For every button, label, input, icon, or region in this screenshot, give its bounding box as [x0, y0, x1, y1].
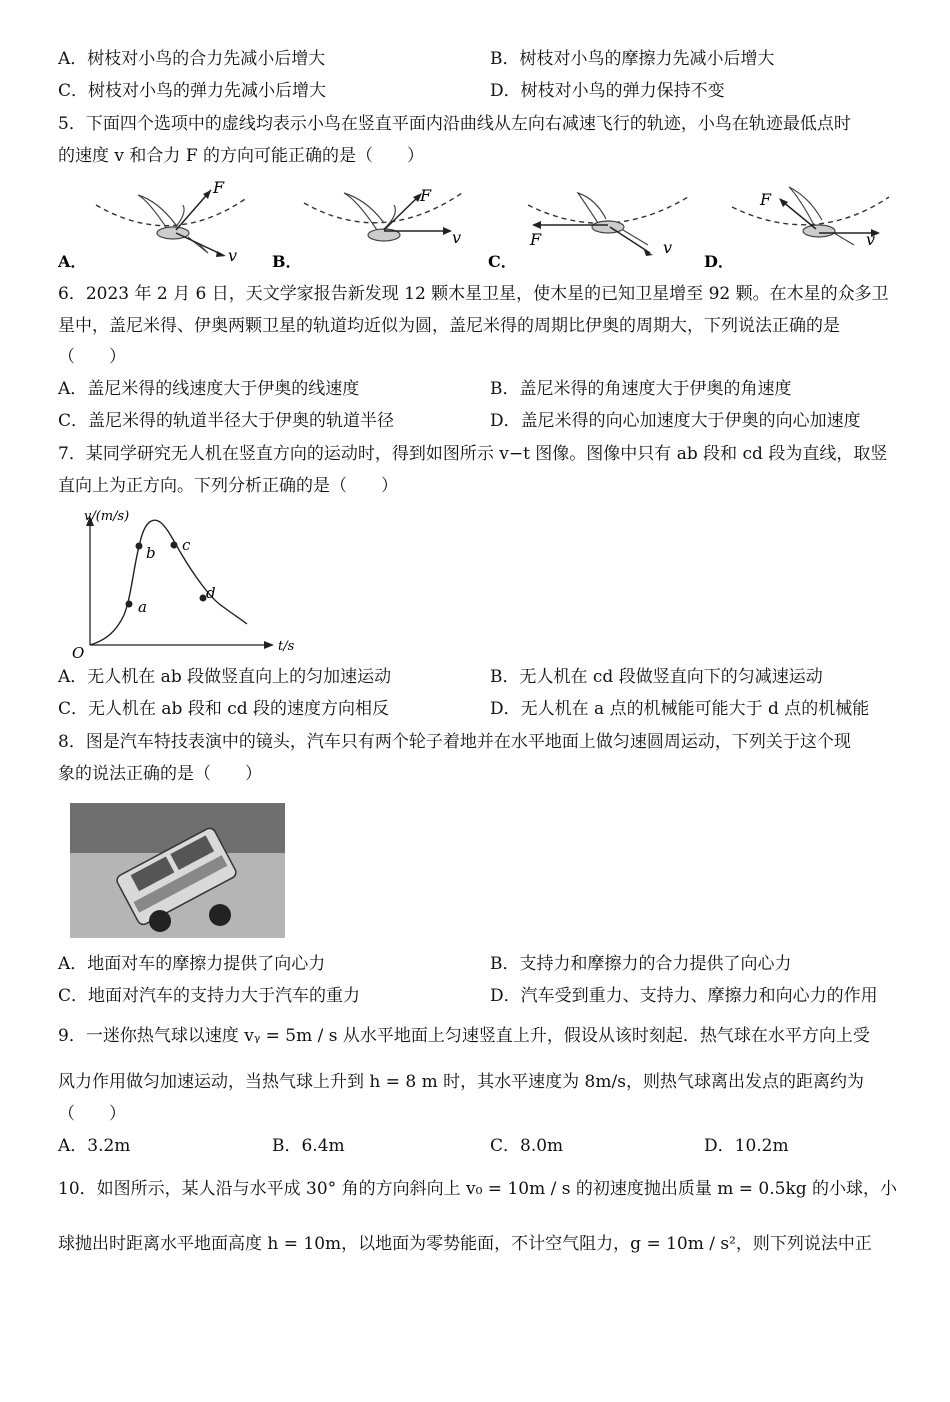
arrowhead-icon — [443, 227, 452, 235]
q6-option-a: A．盖尼米得的线速度大于伊奥的线速度 — [58, 379, 360, 399]
q5-stem-line1: 5．下面四个选项中的虚线均表示小鸟在竖直平面内沿曲线从左向右减速飞行的轨迹，小鸟在轨迹最低点时 — [58, 114, 851, 134]
wheel-icon — [149, 910, 171, 932]
trajectory-dashed — [528, 197, 688, 223]
point-d-label: d — [206, 584, 216, 602]
bird-icon — [344, 193, 400, 241]
q4-option-a: A．树枝对小鸟的合力先减小后增大 — [58, 49, 326, 69]
q9-option-a: A．3.2m — [58, 1136, 131, 1156]
q8-option-d: D．汽车受到重力、支持力、摩擦力和向心力的作用 — [490, 986, 878, 1006]
q8-option-b: B．支持力和摩擦力的合力提供了向心力 — [490, 954, 792, 974]
q9-option-c: C．8.0m — [490, 1136, 564, 1156]
force-arrow — [782, 201, 816, 229]
q8-stem-line2: 象的说法正确的是（ ） — [58, 764, 262, 784]
point-c — [171, 542, 178, 549]
q4-option-d: D．树枝对小鸟的弹力保持不变 — [490, 81, 725, 101]
q6-stem-line2: 星中，盖尼米得、伊奥两颗卫星的轨道均近似为圆，盖尼米得的周期比伊奥的周期大，下列说法正确的是 — [58, 316, 840, 336]
q6-option-c: C．盖尼米得的轨道半径大于伊奥的轨道半径 — [58, 411, 395, 431]
q5-figure-a — [58, 175, 258, 270]
point-a-label: a — [138, 598, 147, 616]
q8-option-a: A．地面对车的摩擦力提供了向心力 — [58, 954, 326, 974]
force-label: F — [213, 178, 225, 197]
q9-option-d: D．10.2m — [704, 1136, 789, 1156]
arrowhead-icon — [532, 221, 541, 229]
velocity-label: v — [452, 228, 462, 247]
origin-label: O — [72, 644, 85, 660]
q6-option-d: D．盖尼米得的向心加速度大于伊奥的向心加速度 — [490, 411, 861, 431]
q5-stem-line2: 的速度 v 和合力 F 的方向可能正确的是（ ） — [58, 146, 425, 166]
vt-curve — [90, 520, 247, 645]
q9-stem-line2: 风力作用做匀加速运动，当热气球上升到 h = 8 m 时，其水平速度为 8m/s，则热气球离出发点的距离约为 — [58, 1072, 864, 1092]
q9-option-b: B．6.4m — [272, 1136, 345, 1156]
q5-figure-d — [704, 175, 904, 270]
velocity-label: v — [866, 230, 876, 249]
option-label: D． — [704, 252, 734, 270]
q7-option-d: D．无人机在 a 点的机械能可能大于 d 点的机械能 — [490, 699, 870, 719]
x-axis-label: t/s — [278, 639, 295, 654]
velocity-arrow — [176, 233, 223, 255]
q7-option-c: C．无人机在 ab 段和 cd 段的速度方向相反 — [58, 699, 390, 719]
y-axis-label: v/(m/s) — [84, 509, 130, 524]
q9-stem-line1: 9．一迷你热气球以速度 vᵧ = 5m / s 从水平地面上匀速竖直上升，假设从该时刻起．热气球在水平方向上受 — [58, 1026, 870, 1046]
force-label: F — [420, 186, 432, 205]
arrowhead-icon — [644, 250, 653, 256]
force-arrow — [384, 195, 420, 230]
arrowhead-icon — [216, 251, 226, 257]
q4-option-c: C．树枝对小鸟的弹力先减小后增大 — [58, 81, 327, 101]
q6-stem-line1: 6．2023 年 2 月 6 日，天文学家报告新发现 12 颗木星卫星，使木星的已知卫星增至 92 颗。在木星的众多卫 — [58, 284, 889, 304]
q5-figure-b — [272, 175, 482, 270]
q4-option-b: B．树枝对小鸟的摩擦力先减小后增大 — [490, 49, 775, 69]
q7-stem-line1: 7．某同学研究无人机在竖直方向的运动时，得到如图所示 v−t 图像。图像中只有 ab 段和 cd 段为直线，取竖 — [58, 444, 888, 464]
q7-vt-graph — [62, 500, 312, 660]
force-label: F — [530, 230, 542, 249]
q6-option-b: B．盖尼米得的角速度大于伊奥的角速度 — [490, 379, 792, 399]
trajectory-dashed — [304, 193, 462, 223]
q8-option-c: C．地面对汽车的支持力大于汽车的重力 — [58, 986, 361, 1006]
point-a — [126, 601, 133, 608]
q6-stem-line3: （ ） — [58, 347, 126, 367]
bird-icon — [789, 187, 854, 245]
option-label: B． — [272, 252, 302, 270]
velocity-arrow — [610, 227, 650, 253]
q5-figure-c — [488, 175, 698, 270]
option-label: A． — [58, 252, 87, 270]
velocity-label: v — [663, 238, 673, 257]
q7-stem-line2: 直向上为正方向。下列分析正确的是（ ） — [58, 476, 398, 496]
trajectory-dashed — [732, 197, 889, 225]
trajectory-dashed — [96, 197, 248, 226]
velocity-label: v — [228, 246, 238, 265]
q10-stem-line2: 球抛出时距离水平地面高度 h = 10m，以地面为零势能面，不计空气阻力，g = 10m / s²，则下列说法中正 — [58, 1234, 872, 1254]
option-label: C． — [488, 252, 517, 270]
q9-stem-line3: （ ） — [58, 1104, 126, 1124]
arrowhead-icon — [264, 641, 274, 649]
q7-option-a: A．无人机在 ab 段做竖直向上的匀加速运动 — [58, 667, 392, 687]
point-c-label: c — [182, 536, 191, 554]
q10-stem-line1: 10．如图所示，某人沿与水平成 30° 角的方向斜向上 v₀ = 10m / s 的初速度抛出质量 m = 0.5kg 的小球，小 — [58, 1179, 898, 1199]
stunt-car-photo — [70, 803, 285, 938]
q8-stem-line1: 8．图是汽车特技表演中的镜头，汽车只有两个轮子着地并在水平地面上做匀速圆周运动，下列关于这个现 — [58, 732, 851, 752]
wheel-icon — [209, 904, 231, 926]
q7-option-b: B．无人机在 cd 段做竖直向下的匀减速运动 — [490, 667, 823, 687]
force-label: F — [760, 190, 772, 209]
point-b — [136, 543, 143, 550]
point-b-label: b — [146, 544, 156, 562]
